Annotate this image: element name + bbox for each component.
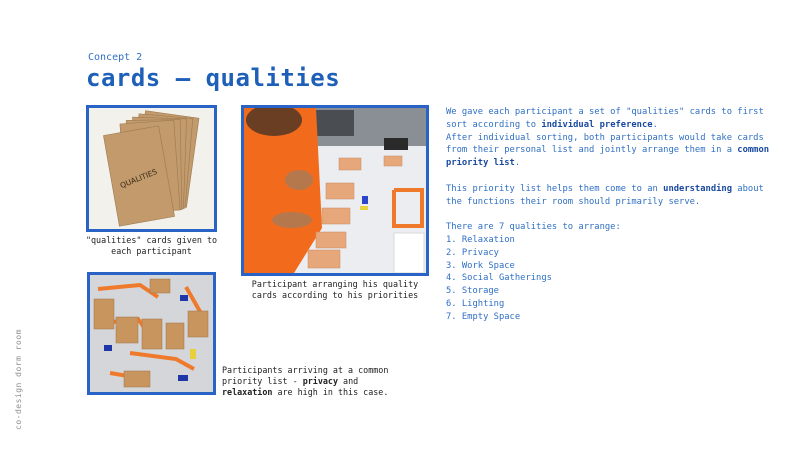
- list-item: 5. Storage: [446, 286, 499, 297]
- paragraph-3: [446, 183, 776, 209]
- list-intro: There are 7 qualities to arrange:: [446, 222, 621, 233]
- qualities-list: [446, 234, 776, 324]
- common-list-photo: [87, 272, 216, 395]
- common-list-caption: [222, 365, 412, 398]
- caption-relaxation: relaxation: [222, 387, 273, 397]
- cards-caption: "qualities" cards given to each participant: [85, 235, 218, 256]
- list-item: 6. Lighting: [446, 298, 505, 309]
- paragraph-1: [446, 106, 776, 132]
- caption-privacy: privacy: [302, 376, 338, 386]
- side-label: co-design dorm room: [14, 328, 23, 430]
- paragraph-2: [446, 132, 776, 170]
- cards-photo: [86, 105, 217, 232]
- p1-text-a: We gave each participant a set of "qualities" cards to first sort according to: [446, 107, 764, 130]
- list-item: 2. Privacy: [446, 247, 499, 258]
- page-title: cards – qualities: [86, 64, 341, 92]
- p1-bold: individual preference: [541, 119, 653, 130]
- list-item: 3. Work Space: [446, 260, 515, 271]
- p2-text-c: .: [514, 158, 521, 169]
- p2-text-a: After individual sorting, both participants would take cards from their personal list and jointly arrange them in a: [446, 132, 764, 156]
- card-word: QUALITIES: [118, 167, 159, 191]
- p2-bold: common priority list: [446, 145, 770, 169]
- list-item: 4. Social Gatherings: [446, 273, 552, 284]
- description-text: [446, 106, 776, 324]
- arranging-photo: [241, 105, 429, 276]
- p3-text-a: This priority list helps them come to an: [446, 183, 664, 194]
- caption-suffix: are high in this case.: [272, 387, 389, 397]
- arranging-caption: Participant arranging his quality cards according to his priorities: [251, 279, 419, 300]
- p3-text-c: about the functions their room should primarily serve.: [446, 183, 764, 207]
- p3-bold: understanding: [663, 183, 733, 194]
- p1-text-c: .: [652, 119, 658, 130]
- list-item: 7. Empty Space: [446, 311, 521, 322]
- concept-label: Concept 2: [88, 52, 143, 63]
- caption-and: and: [337, 376, 359, 386]
- caption-prefix: Participants arriving at a common priority list -: [222, 365, 389, 386]
- list-item: 1. Relaxation: [446, 234, 515, 245]
